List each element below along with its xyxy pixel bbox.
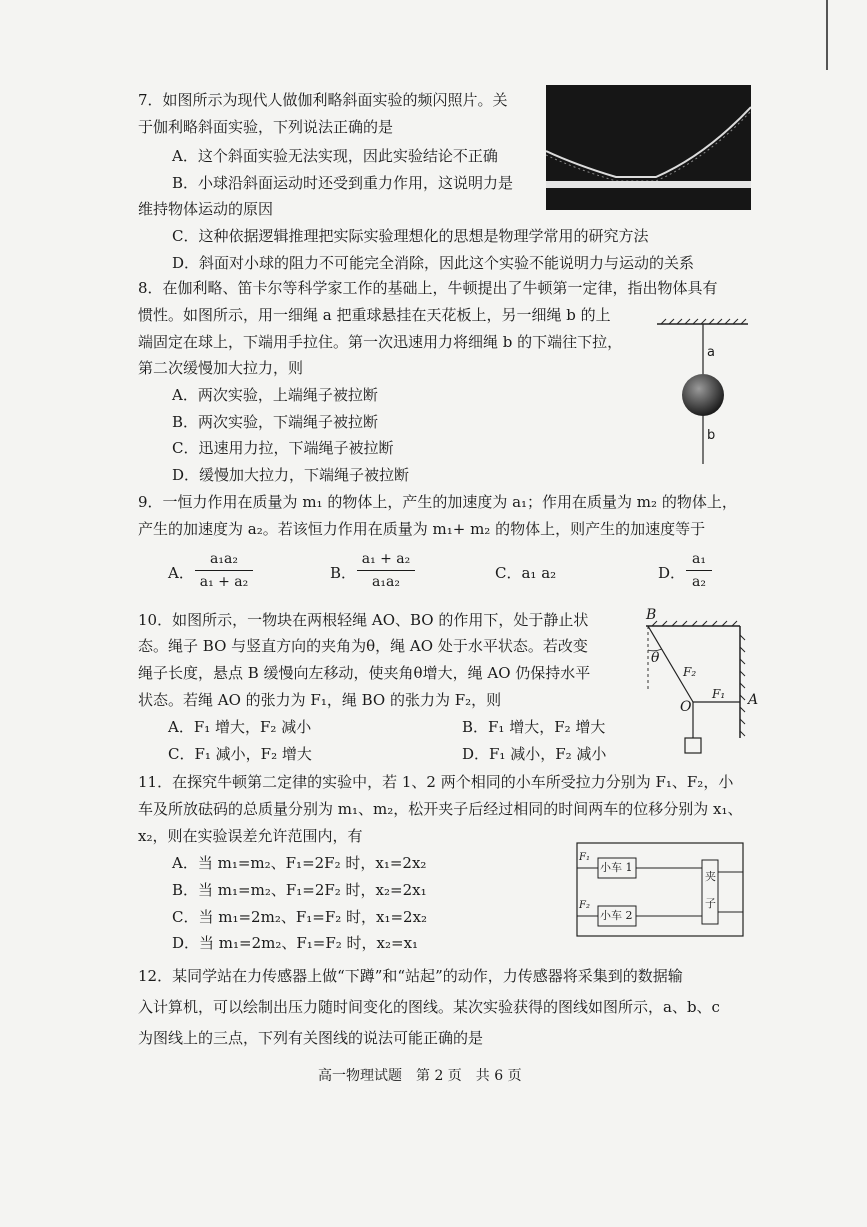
q9-option-b-denominator: a₁a₂ — [372, 574, 400, 590]
q10-figure-label-f1: F₁ — [712, 687, 726, 701]
q8-stem-line3: 端固定在球上，下端用手拉住。第一次迅速用力将细绳 b 的下端往下拉， — [138, 333, 623, 351]
q7-stem-line2: 于伽利略斜面实验，下列说法正确的是 — [138, 118, 394, 136]
q10-option-a: A．F₁ 增大，F₂ 减小 — [168, 718, 312, 736]
q9-option-b-label: B． — [330, 564, 357, 582]
q11-option-a: A．当 m₁=m₂、F₁=2F₂ 时，x₁=2x₂ — [172, 854, 427, 872]
q11-stem-line2: 车及所放砝码的总质量分别为 m₁、m₂，松开夹子后经过相同的时间两车的位移分别为 x₁、 — [138, 800, 743, 818]
q9-option-d-denominator: a₂ — [692, 574, 706, 590]
q11-stem-line1: 11．在探究牛顿第二定律的实验中，若 1、2 两个相同的小车所受拉力分别为 F₁、F₂，小 — [138, 773, 734, 791]
q11-figure-label-clip1: 夹 — [705, 870, 716, 883]
q9-option-a-numerator: a₁a₂ — [210, 551, 238, 567]
q7-option-c: C．这种依据逻辑推理把实际实验理想化的思想是物理学常用的研究方法 — [172, 227, 649, 245]
q7-stem-line1: 7．如图所示为现代人做伽利略斜面实验的频闪照片。关 — [138, 91, 508, 109]
q9-option-d-numerator: a₁ — [692, 551, 706, 567]
q10-figure-label-o: O — [680, 699, 692, 715]
q8-hanging-ball-figure — [655, 318, 750, 468]
q10-figure-label-a: A — [748, 692, 759, 708]
q7-option-b-line1: B．小球沿斜面运动时还受到重力作用，这说明力是 — [172, 174, 514, 192]
q11-figure-label-f1: F₁ — [579, 852, 590, 863]
q10-option-c: C．F₁ 减小，F₂ 增大 — [168, 745, 312, 763]
q12-stem-line2: 入计算机，可以绘制出压力随时间变化的图线。某次实验获得的图线如图所示，a、b、c — [138, 998, 720, 1016]
q9-option-b-numerator: a₁ + a₂ — [361, 551, 411, 567]
q9-option-a-fraction — [195, 550, 253, 591]
q8-option-b: B．两次实验，下端绳子被拉断 — [172, 413, 379, 431]
q10-figure-label-f2: F₂ — [683, 665, 697, 679]
q8-option-a: A．两次实验，上端绳子被拉断 — [172, 386, 378, 404]
q7-option-d: D．斜面对小球的阻力不可能完全消除，因此这个实验不能说明力与运动的关系 — [172, 254, 695, 272]
q9-stem-line2: 产生的加速度为 a₂。若该恒力作用在质量为 m₁+ m₂ 的物体上，则产生的加速度等于 — [138, 520, 706, 538]
q9-option-b-fraction — [357, 550, 415, 591]
page-footer: 高一物理试题 第 2 页 共 6 页 — [318, 1068, 522, 1084]
q8-figure-label-a: a — [707, 345, 715, 360]
q9-option-c: C．a₁ a₂ — [495, 564, 557, 582]
q10-stem-line1: 10．如图所示，一物块在两根轻绳 AO、BO 的作用下，处于静止状 — [138, 611, 589, 629]
q10-option-d: D．F₁ 减小，F₂ 减小 — [462, 745, 607, 763]
q10-stem-line3: 绳子长度，悬点 B 缓慢向左移动，使夹角θ增大，绳 AO 仍保持水平 — [138, 664, 591, 682]
q9-option-d-fraction — [686, 550, 712, 591]
q11-figure-label-car1: 小车 1 — [600, 861, 633, 874]
q8-stem-line1: 8．在伽利略、笛卡尔等科学家工作的基础上，牛顿提出了牛顿第一定律，指出物体具有 — [138, 279, 718, 297]
q8-stem-line2: 惯性。如图所示，用一细绳 a 把重球悬挂在天花板上，另一细绳 b 的上 — [138, 306, 611, 324]
q10-stem-line4: 状态。若绳 AO 的张力为 F₁，绳 BO 的张力为 F₂，则 — [138, 691, 502, 709]
q11-option-b: B．当 m₁=m₂、F₁=2F₂ 时，x₂=2x₁ — [172, 881, 427, 899]
q11-option-d: D．当 m₁=2m₂、F₁=F₂ 时，x₂=x₁ — [172, 934, 419, 952]
q11-stem-line3: x₂，则在实验误差允许范围内，有 — [138, 827, 363, 845]
q8-figure-label-b: b — [707, 428, 716, 443]
q8-option-c: C．迅速用力拉，下端绳子被拉断 — [172, 439, 394, 457]
scan-edge — [826, 0, 828, 70]
q9-option-a-denominator: a₁ + a₂ — [199, 574, 249, 590]
q10-rope-figure — [640, 620, 765, 760]
q10-option-b: B．F₁ 增大，F₂ 增大 — [462, 718, 606, 736]
q7-option-b-line2: 维持物体运动的原因 — [138, 200, 274, 218]
q12-stem-line1: 12．某同学站在力传感器上做“下蹲”和“站起”的动作，力传感器将采集到的数据输 — [138, 967, 683, 985]
q9-stem-line1: 9．一恒力作用在质量为 m₁ 的物体上，产生的加速度为 a₁；作用在质量为 m₂ 的物体上， — [138, 493, 737, 511]
q10-stem-line2: 态。绳子 BO 与竖直方向的夹角为θ，绳 AO 处于水平状态。若改变 — [138, 637, 588, 655]
q11-figure-label-car2: 小车 2 — [600, 909, 633, 922]
q11-figure-label-f2: F₂ — [579, 900, 590, 911]
q8-option-d: D．缓慢加大拉力，下端绳子被拉断 — [172, 466, 410, 484]
q11-figure-label-clip2: 子 — [705, 897, 716, 910]
q12-stem-line3: 为图线上的三点，下列有关图线的说法可能正确的是 — [138, 1029, 484, 1047]
q9-option-d-label: D． — [658, 564, 686, 582]
q10-figure-label-b: B — [646, 607, 657, 623]
q8-stem-line4: 第二次缓慢加大拉力，则 — [138, 359, 304, 377]
q7-option-a: A．这个斜面实验无法实现，因此实验结论不正确 — [172, 147, 498, 165]
q7-stroboscopic-photo — [546, 85, 751, 210]
q11-option-c: C．当 m₁=2m₂、F₁=F₂ 时，x₁=2x₂ — [172, 908, 428, 926]
q10-figure-label-theta: θ — [651, 650, 660, 666]
q9-option-a-label: A． — [168, 564, 194, 582]
